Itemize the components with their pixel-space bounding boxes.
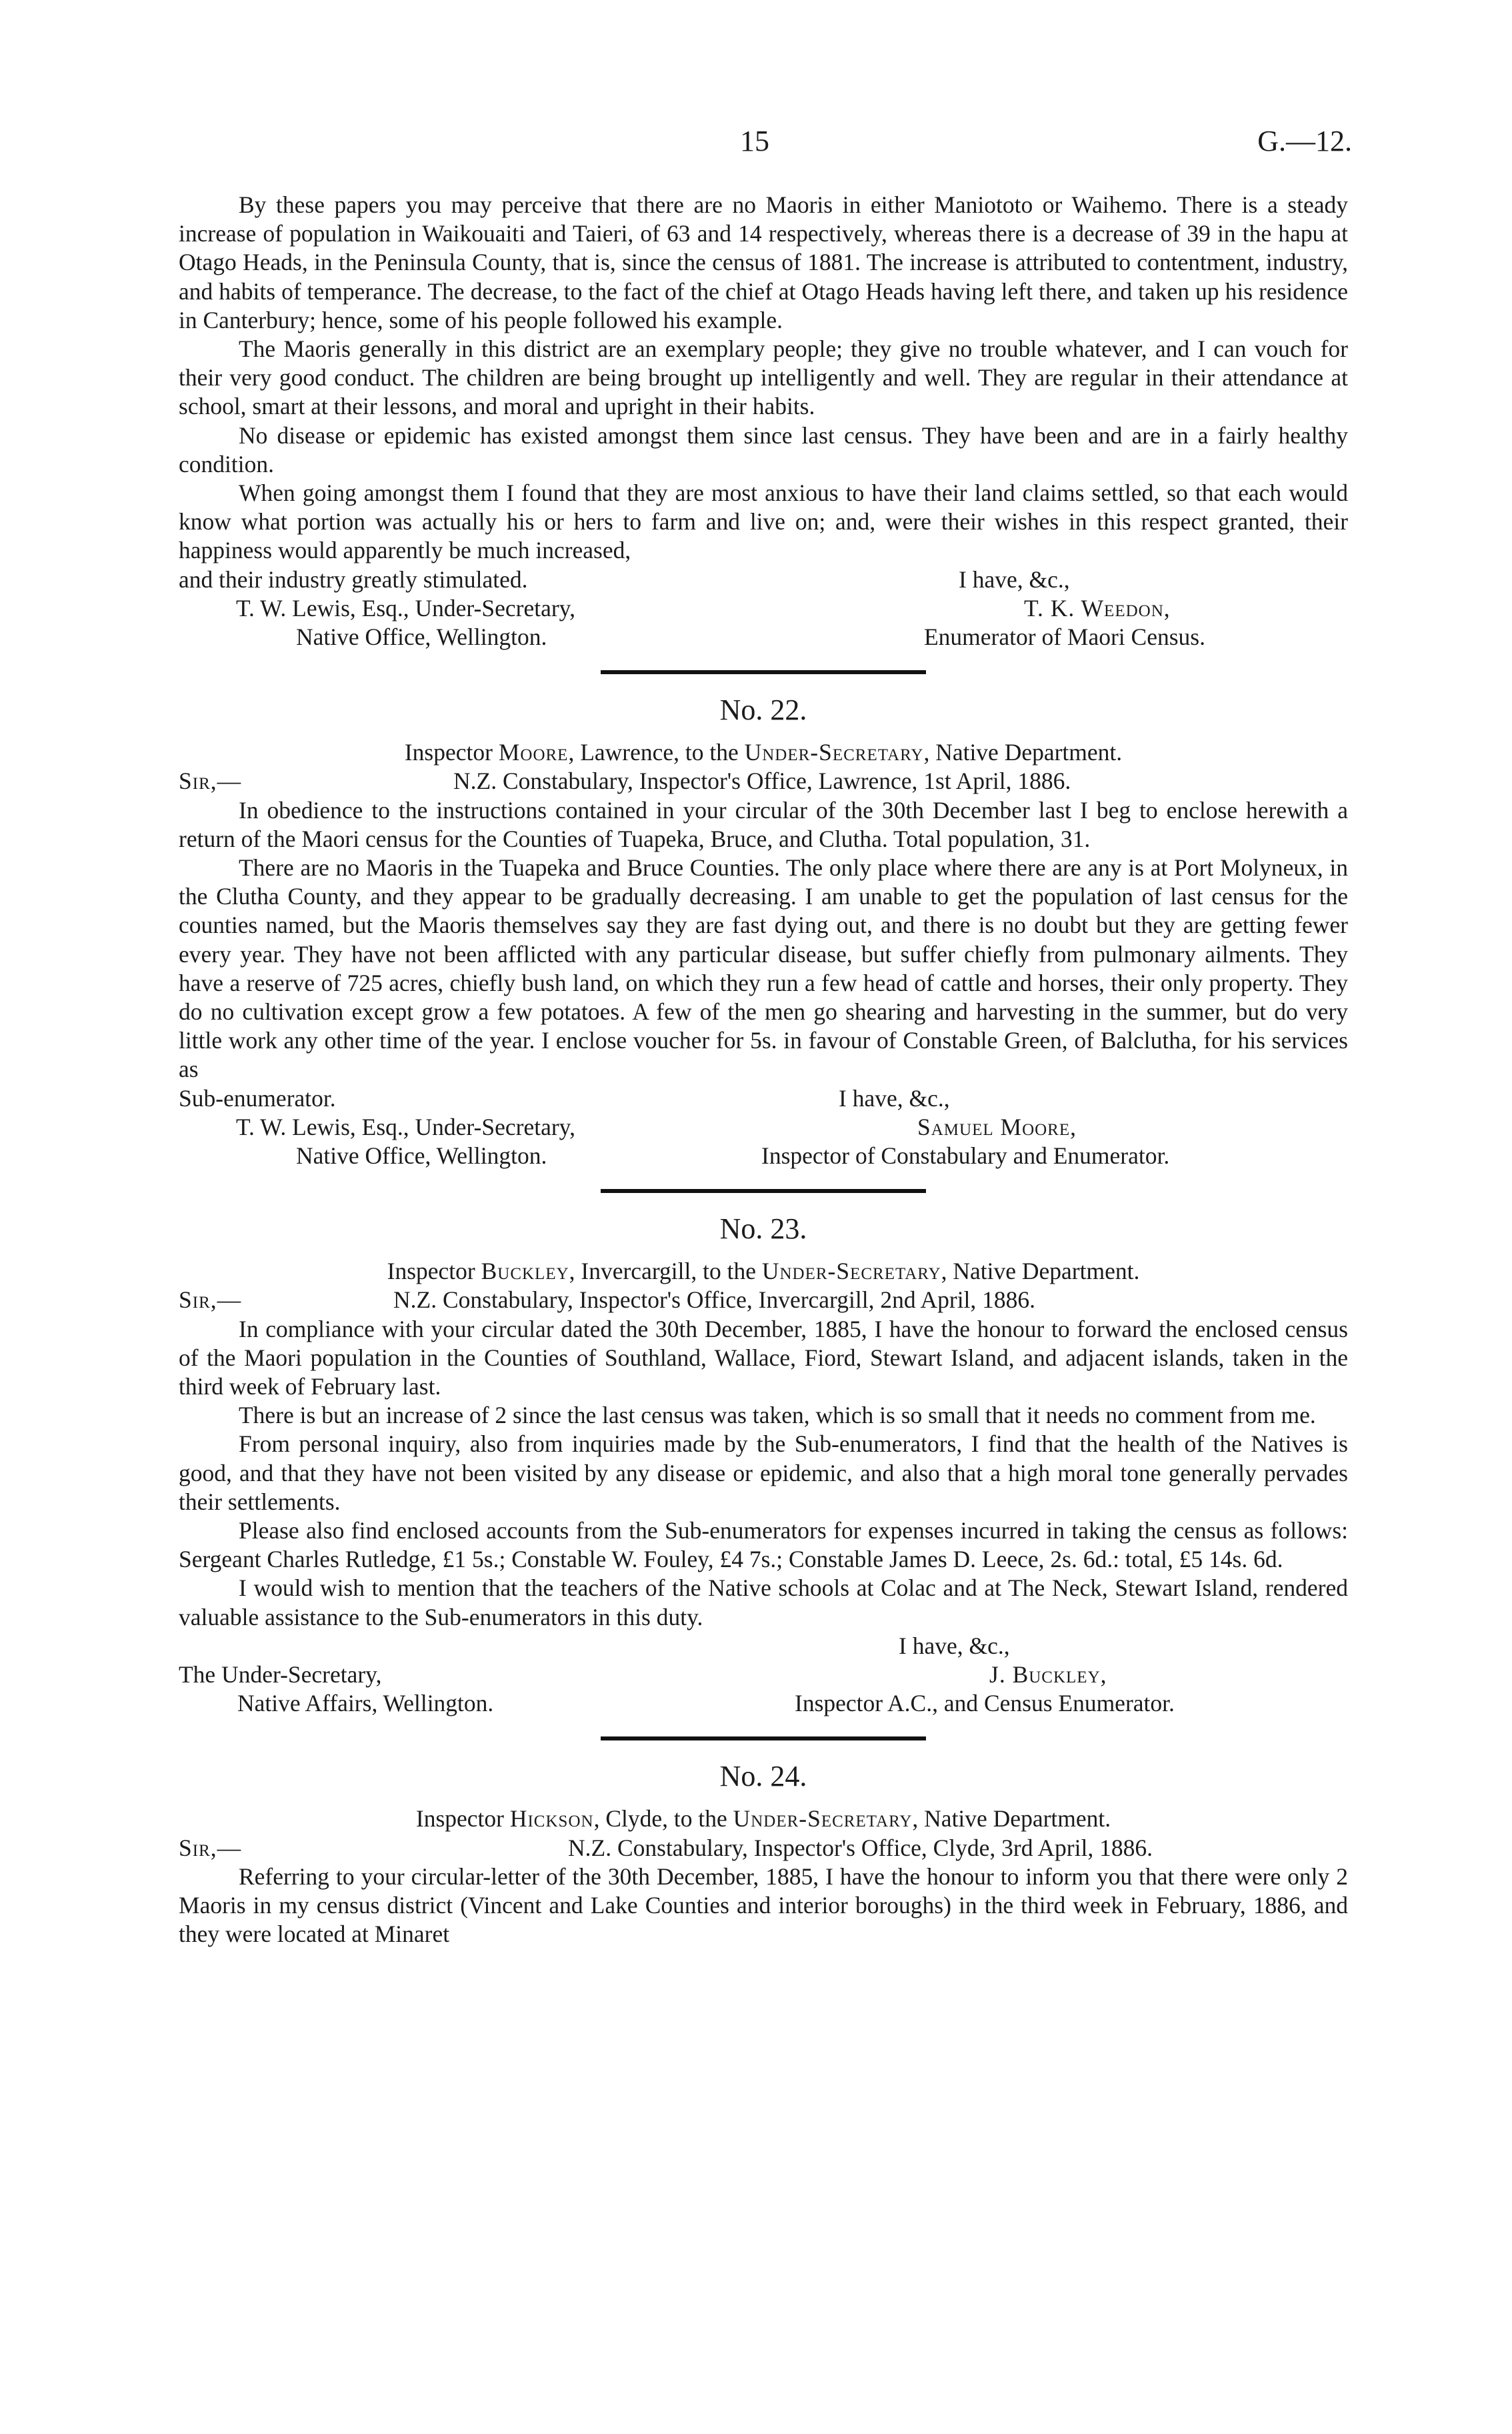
- addressee-name: The Under-Secretary,: [179, 1661, 382, 1688]
- salutation: Sir,—: [179, 1834, 242, 1861]
- signer-title: Inspector A.C., and Census Enumerator.: [795, 1690, 1175, 1717]
- signature-line-1: [179, 594, 1348, 623]
- letter-number: No. 22.: [719, 694, 807, 727]
- page-body: [179, 191, 1348, 1949]
- signer-name: J. Buckley,: [989, 1661, 1107, 1688]
- section-divider: [601, 670, 926, 674]
- letter-no-22: [179, 692, 1348, 1170]
- paragraph: When going amongst them I found that they are most anxious to have their land claims settled, so that each would know what portion was actually his or hers to farm and live on; and, were their wishes in this respect granted, their happiness would apparently be much increased,: [179, 479, 1348, 564]
- letter-title: Inspector Hickson, Clyde, to the Under-Secretary, Native Department.: [415, 1805, 1111, 1833]
- closing-line: [179, 1084, 1348, 1113]
- paragraph: There is but an increase of 2 since the last census was taken, which is so small that it needs no comment from me.: [239, 1402, 1316, 1429]
- signer-name: T. K. Weedon,: [1024, 594, 1171, 622]
- salutation-line: [179, 1834, 1348, 1863]
- signature-line-1: [179, 1113, 1348, 1142]
- addressee-office: Native Affairs, Wellington.: [237, 1690, 494, 1717]
- dateline: N.Z. Constabulary, Inspector's Office, Clyde, 3rd April, 1886.: [568, 1834, 1153, 1861]
- signer-title: Enumerator of Maori Census.: [924, 624, 1205, 651]
- paragraph: By these papers you may perceive that there are no Maoris in either Maniototo or Waihemo. There is a steady increase of population in Waikouaiti and Taieri, of 63 and 14 respectively, whereas there is a decrease of 39 in the hapu at Otago Heads, in the Peninsula County, that is, since the census of 1881. The increase is attributed to contentment, industry, and habits of temperance. The decrease, to the fact of the chief at Otago Heads having left there, and taken up his residence in Canterbury; hence, some of his people followed his example.: [179, 191, 1348, 333]
- letter-number: No. 23.: [719, 1212, 807, 1246]
- closing-formula: I have, &c.,: [959, 565, 1070, 593]
- page-number: 15: [740, 125, 769, 157]
- sender-name: Hickson: [509, 1805, 594, 1833]
- closing-line: [179, 565, 1348, 594]
- signature-line-2: [179, 623, 1348, 652]
- closing-line: [179, 1632, 1348, 1660]
- signature-line-1: [179, 1660, 1348, 1689]
- paragraph: In compliance with your circular dated the 30th December, 1885, I have the honour to forward the enclosed census of the Maori population in the Counties of Southland, Wallace, Fiord, Stewart Island, and adjacent islands, taken in the third week of February last.: [179, 1315, 1348, 1400]
- recipient: Under-Secretary: [733, 1805, 913, 1833]
- salutation-line: [179, 1286, 1348, 1314]
- paragraph: I would wish to mention that the teachers of the Native schools at Colac and at The Neck, Stewart Island, rendered valuable assistance to the Sub-enumerators in this duty.: [179, 1574, 1348, 1630]
- letter-no-24: [179, 1758, 1348, 1949]
- sender-name: Moore: [498, 739, 569, 766]
- dateline: N.Z. Constabulary, Inspector's Office, Invercargill, 2nd April, 1886.: [393, 1286, 1036, 1314]
- letter-number: No. 24.: [719, 1760, 807, 1793]
- closing-formula: I have, &c.,: [899, 1632, 1010, 1659]
- paragraph: Please also find enclosed accounts from the Sub-enumerators for expenses incurred in taking the census as follows: Sergeant Charles Rutledge, £1 5s.; Constable W. Fouley, £4 7s.; Constable James D. Leece, 2s. 6d.: total, £5 14s. 6d.: [179, 1517, 1348, 1573]
- addressee-name: T. W. Lewis, Esq., Under-Secretary,: [236, 1113, 575, 1140]
- section-divider: [601, 1736, 926, 1740]
- paragraph: In obedience to the instructions contained in your circular of the 30th December last I beg to enclose herewith a return of the Maori census for the Counties of Tuapeka, Bruce, and Clutha. Total population, 31.: [179, 796, 1348, 852]
- signer-title: Inspector of Constabulary and Enumerator.: [761, 1142, 1170, 1169]
- sender-name: Buckley: [481, 1258, 569, 1285]
- recipient: Under-Secretary: [761, 1258, 941, 1285]
- signer-name: Samuel Moore,: [917, 1113, 1077, 1140]
- letter-title: Inspector Buckley, Invercargill, to the Under-Secretary, Native Department.: [387, 1258, 1140, 1285]
- paragraph: Referring to your circular-letter of the 30th December, 1885, I have the honour to inform you that there were only 2 Maoris in my census district (Vincent and Lake Counties and interior boroughs) in the third week in February, 1886, and they were located at Minaret: [179, 1863, 1348, 1948]
- salutation-line: [179, 767, 1348, 796]
- addressee-office: Native Office, Wellington.: [296, 1142, 547, 1169]
- signature-line-2: [179, 1142, 1348, 1170]
- paragraph: No disease or epidemic has existed amongst them since last census. They have been and are in a fairly healthy condition.: [179, 421, 1348, 477]
- intro-letter-continuation: [179, 191, 1348, 652]
- recipient: Under-Secretary: [744, 739, 924, 766]
- letter-no-23: [179, 1210, 1348, 1718]
- letter-title: Inspector Moore, Lawrence, to the Under-Secretary, Native Department.: [404, 739, 1123, 766]
- document-reference: G.—12.: [1257, 125, 1352, 157]
- closing-formula: I have, &c.,: [839, 1084, 950, 1112]
- paragraph: From personal inquiry, also from inquiries made by the Sub-enumerators, I find that the health of the Natives is good, and that they have not been visited by any disease or epidemic, and also that a high moral tone generally pervades their settlements.: [179, 1430, 1348, 1515]
- addressee-office: Native Office, Wellington.: [296, 624, 547, 651]
- salutation: Sir,—: [179, 768, 242, 795]
- paragraph-last-line: and their industry greatly stimulated.: [179, 565, 528, 593]
- paragraph: The Maoris generally in this district are an exemplary people; they give no trouble whatever, and I can vouch for their very good conduct. The children are being brought up intelligently and well. They are regular in their attendance at school, smart at their lessons, and moral and upright in their habits.: [179, 335, 1348, 420]
- section-divider: [601, 1189, 926, 1193]
- page-header: [0, 124, 1512, 164]
- dateline: N.Z. Constabulary, Inspector's Office, Lawrence, 1st April, 1886.: [453, 768, 1071, 795]
- signature-line-2: [179, 1689, 1348, 1718]
- paragraph-last-line: Sub-enumerator.: [179, 1084, 336, 1112]
- addressee-name: T. W. Lewis, Esq., Under-Secretary,: [236, 594, 575, 622]
- paragraph: There are no Maoris in the Tuapeka and Bruce Counties. The only place where there are any is at Port Molyneux, in the Clutha County, and they appear to be gradually decreasing. I am unable to get the population of last census for the counties named, but the Maoris themselves say they are fast dying out, and there is no doubt but they are getting fewer every year. They have not been afflicted with any particular disease, but suffer chiefly from pulmonary ailments. They have a reserve of 725 acres, chiefly bush land, on which they run a few head of cattle and horses, their only property. They do no cultivation except grow a few potatoes. A few of the men go shearing and harvesting in the summer, but do very little work any other time of the year. I enclose voucher for 5s. in favour of Constable Green, of Balclutha, for his services as: [179, 854, 1348, 1083]
- salutation: Sir,—: [179, 1286, 242, 1314]
